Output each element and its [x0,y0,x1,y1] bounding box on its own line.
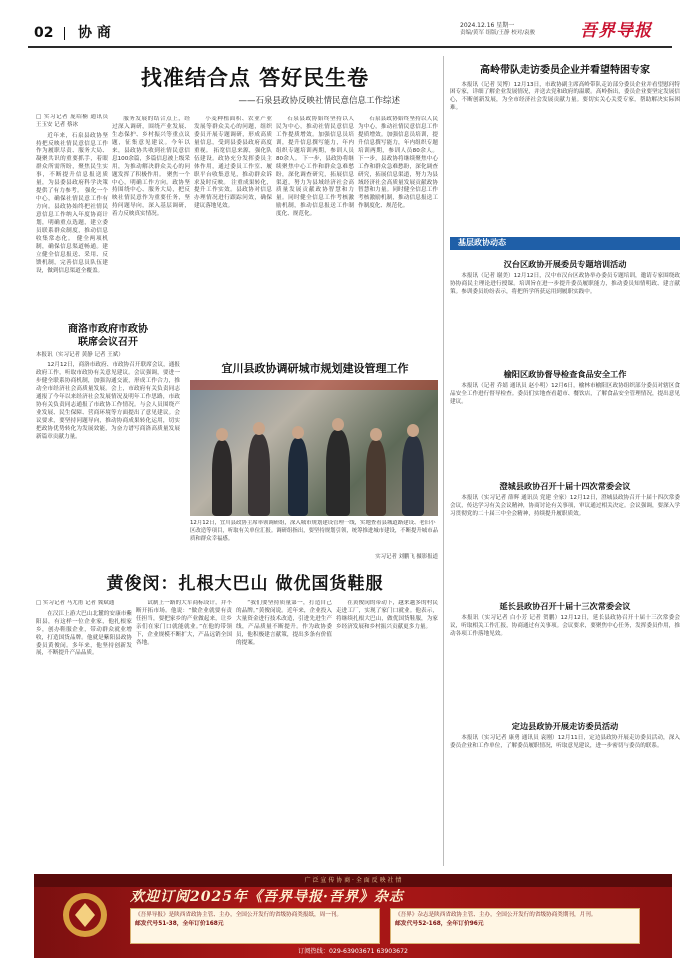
lead-column-5 [358,116,438,314]
news-item [450,716,680,856]
header-rule [28,46,672,48]
news-item [450,596,680,716]
lead-text-5: 石泉县政协始终坚持以人民为中心，推动社情民意信息工作提质增效。加强信息员培训，提升信息撰写能力，年内组织专题培训两期，参训人员80余人。 下一步，县政协将继续聚焦中心工作和群众急难愁盼，深化调查研究，拓展信息渠道，努力为县域经济社会高质量发展贡献政协智慧和力量。同时健全信息工作考核激励机制，推动信息报送工作制度化、规范化。 [358,116,438,210]
news-item-text: 本报讯（记者 乔婧 通讯员 赵小明）12月6日，榆林市榆阳区政协组织部分委员对辖区食品安全工作进行督导检查。委员们实地查看超市、餐饮店，了解食品安全管理情况，提出意见建议。 [450,383,680,405]
lead-column-2 [112,116,190,314]
issue-date: 2024.12.16 星期一 [460,22,515,29]
header-divider [64,27,65,40]
ad-headline: 欢迎订阅2025年《吾界导报·吾界》杂志 [130,889,404,905]
story4-column-2 [136,600,232,862]
news-item-title: 汉台区政协开展委员专题培训活动 [503,259,627,269]
news-item-title: 延长县政协召开十届十三次常委会议 [499,601,631,611]
story4-text-1: 在汉江上游大巴山北麓的安康市紫阳县，有这样一位企业家，他扎根家乡，创办鞋服企业，带动群众就业增收，打造国货品牌。他就是紫阳县政协委员黄俊闵。多年来，他坚持创新发展，不断提升产品品质。 [36,610,132,657]
ad-card-magazine [390,908,640,944]
news-item-text: 本报讯（实习记者 康勇 通讯员 袁刚）12月11日，定边县政协开展走访委员活动，深入委员企业和工作单位，了解委员履职情况，听取意见建议，进一步密切与委员的联系。 [450,735,680,749]
story-gaoling [450,64,680,232]
lead-headline: 找准结合点 答好民生卷 [140,66,370,90]
subscription-ad [34,874,672,958]
story3-caption: 12月12日，宜川县政协主席率领调研组，深入城市规划建设管理一线，实地查看县城道路建设、老旧小区改造等项目，听取有关单位汇报。调研组指出，要坚持规划引领，统筹推进城市建设，不断提升城市品质和群众幸福感。 [190,520,438,542]
story-a-text: 本报讯（记者 吴博）12月13日，市政协副主席高岭带队走访部分委员企业并看望慰问特困专家，详细了解企业发展情况，并送去党和政府的温暖。高岭指出，委员企业要坚定发展信心，不断创新发展，为全市经济社会发展贡献力量。要切实关心关爱专家，帮助解决实际困难。 [450,81,680,112]
story3-title: 宜川县政协调研城市规划建设管理工作 [221,362,409,375]
news-item [450,476,680,596]
ad-card-newspaper-price: 邮发代号51-38，全年订价168元 [135,921,224,928]
story3-photo-credit: 实习记者 刘鹏飞 摄影报道 [375,554,438,560]
story4-text-2: 试制上一路的大军商标设计，并不断开拓市场。他说：“做企业就要有责任担当，要把家乡的产业做起来，让乡亲们在家门口就能就业。”在他的带领下，企业规模不断扩大，产品远销全国各地。 [136,600,232,646]
news-item-title: 榆阳区政协督导检查食品安全工作 [503,369,627,379]
story3-photo [190,380,438,516]
ad-card-newspaper-text: 《吾界导报》是陕西省政协主管、主办，全国公开发行的省级协商类报纸，周一刊。 [135,912,342,918]
newspaper-emblem-icon [54,890,116,940]
story2-title-line2: 联席会议召开 [78,337,138,348]
page-number: 02 [34,25,54,41]
news-item-title: 澄城县政协召开十届十四次常委会议 [499,481,631,491]
story4-text-3: “我们要坚持质量第一，打造自己的品牌。”黄俊闵说。近年来，企业投入大量资金进行技术改造，引进先进生产线，产品质量不断提升。作为政协委员，他积极建言献策，提出多条有价值的提案。 [236,600,332,646]
editor-credits: 责编/黄军 组版/王静 校对/袁骏 [460,30,536,36]
news-item-text: 本报讯（实习记者 薛辉 通讯员 党建 全家）12月12日，澄城县政协召开十届十四次常委会议，传达学习有关会议精神，协商讨论有关事项，审议通过相关决定。会议强调，要深入学习贯彻党的二十届三中全会精神，持续提升履职质效。 [450,495,680,517]
ad-hotline: 订阅热线：029-63903671 63903672 [298,948,408,955]
lead-column-3 [194,116,272,314]
section-tab-grassroots [450,237,680,250]
lead-text-4: 石泉县政协始终坚持以人民为中心，推动社情民意信息工作提质增效。加强信息员培训，提升信息撰写能力，年内组织专题培训两期，参训人员80余人。 下一步，县政协将继续聚焦中心工作和群众急难愁盼，深化调查研究，拓展信息渠道，努力为县域经济社会高质量发展贡献政协智慧和力量。同时健全信息工作考核激励机制，推动信息报送工作制度化、规范化。 [276,116,354,218]
grassroots-news-list [450,254,680,866]
news-item-title: 定边县政协开展走访委员活动 [511,721,619,731]
ad-card-newspaper [130,908,380,944]
lead-text-3: 小麦种植面积、农业产业发展等群众关心的问题，组织委员开展专题调研，形成高质量信息，受到县委县政府高度重视。 拓宽信息来源，强化队伍建设。政协充分发挥委员主体作用，通过委员工作室、履职平台收集意见，推动群众诉求及时反映。 注重成果转化，提升工作实效。县政协对信息办理情况进行跟踪问效，确保建议落地见效。 [194,116,272,210]
news-item-text: 本报讯（实习记者 白小芳 记者 贺鹏）12月12日，延长县政协召开十届十三次常委会议，听取相关工作汇报，协商通过有关事项。会议要求，要聚焦中心任务，发挥委员作用，推动各项工作落地见效。 [450,615,680,637]
section-name: 协 商 [78,25,111,41]
ad-card-magazine-price: 邮发代号52-168，全年订价96元 [395,921,484,928]
story4-text-4: 在黄俊闵的带动下，越来越多的村民走进工厂，实现了家门口就业。他表示，将继续扎根大巴山，做优国货鞋服，为家乡经济发展和乡村振兴贡献更多力量。 [336,600,438,630]
lead-column-1 [36,114,108,314]
page-header [0,0,700,56]
story4-byline: □ 实习记者 马尤甫 记者 冀斌通 [36,600,115,606]
lead-text-1: 近年来，石泉县政协坚持把反映社情民意信息工作作为履职尽责、服务大局、凝聚共识的重要抓手，着眼群众所需所盼，聚焦民生实事，不断提升信息报送质量，为县委县政府科学决策提供了有力参考。 强化一个中心，确保社情民意工作有方向。县政协始终把社情民意信息工作纳入年度协商计划，明确重点选题，建立委员联系群众制度，推动信息收集常态化。 健全两项机制，确保信息渠道畅通。建立健全信息报送、采用、反馈机制，完善信息员队伍建设，做到信息渠道全覆盖。 [36,132,108,274]
story-a-title: 高岭带队走访委员企业并看望特困专家 [480,65,650,76]
story2-byline: 本报讯（实习记者 黄静 记者 王斌） [36,352,124,358]
lead-text-2: 服务发展的结合点上，经过深入调研，围绕产业发展、生态保护、乡村振兴等重点议题，征集意见建议。今年以来，县政协共收到社情民意信息100余篇，多篇信息被上级采用，为推动解决群众关心的问题发挥了积极作用。 聚焦一个中心，明确工作方向。政协坚持围绕中心、服务大局，把反映社情民意作为重要任务，坚持问题导向，深入基层调研，着力反映真实情况。 [112,116,190,218]
news-item [450,254,680,364]
news-item [450,364,680,476]
lead-subheadline: ——石泉县政协反映社情民意信息工作综述 [238,96,400,106]
story4-column-3 [236,600,332,862]
story4-column-4 [336,600,438,862]
news-item-text: 本报讯（记者 谢美）12月12日，汉中市汉台区政协举办委员专题培训，邀请专家围绕政协协商民主理论进行授课。培训旨在进一步提升委员履职能力，推动委员知情明政、建言献策。参训委员纷纷表示，将把所学所获运用到履职实践中。 [450,273,680,295]
story2-text: 12月12日，商洛市政府、市政协召开联席会议，通报政府工作，听取市政协有关意见建议。会议强调，要进一步健全联系协商机制，加强沟通交流，形成工作合力，推动全市经济社会高质量发展。会上，市政府有关负责同志通报了今年以来经济社会发展情况及明年工作思路，市政协有关负责同志通报了市政协工作情况。与会人员围绕产业发展、民生保障、营商环境等方面提出了意见建议。会议要求，要坚持问题导向，推动协商成果转化运用，切实把政协优势转化为发展效能，为奋力谱写商洛高质量发展新篇章贡献力量。 [36,362,180,440]
story4-column-1 [36,600,132,862]
column-rule-right [443,56,444,866]
lead-column-4 [276,116,354,314]
section-tab-label: 基层政协动态 [458,238,506,247]
newspaper-logo: 吾界导报 [580,21,652,41]
ad-card-magazine-text: 《吾界》杂志是陕西省政协主管、主办，全国公开发行的省级协商类期刊，月刊。 [395,912,597,918]
story-shangluo [36,323,180,555]
story2-title-line1: 商洛市政府市政协 [68,324,148,335]
story4-title: 黄俊闵：扎根大巴山 做优国货鞋服 [106,574,384,594]
lead-byline: □ 实习记者 庞绍楠 通讯员 王玉安 记者 蔡冰 [36,114,108,128]
ad-top-line: 广 泛 宣 传 协 商 · 全 面 反 映 社 情 [34,874,672,887]
